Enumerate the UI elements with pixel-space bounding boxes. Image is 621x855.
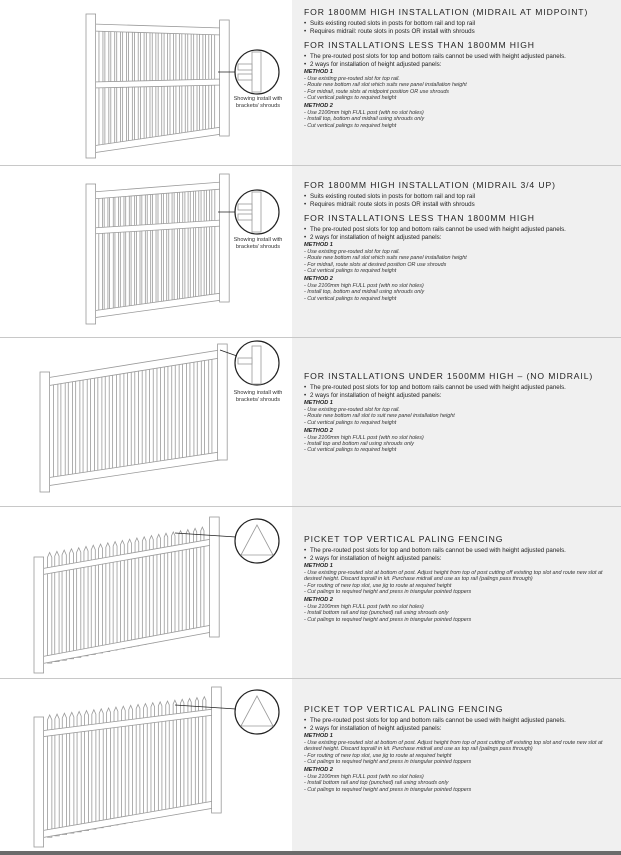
section-title: FOR 1800MM HIGH INSTALLATION (MIDRAIL 3/4 UP) <box>304 180 556 190</box>
step-item: - Install bottom rail and top (punched) rail using shrouds only <box>304 610 449 617</box>
method-1-steps <box>304 249 613 274</box>
section-title: FOR INSTALLATIONS UNDER 1500MM HIGH – (NO MIDRAIL) <box>304 371 594 381</box>
instructions-panel <box>292 166 621 337</box>
fence-illustration <box>0 0 292 165</box>
step-item: - Install bottom rail and top (punched) rail using shrouds only <box>304 780 449 787</box>
method-2-heading: METHOD 2 <box>304 767 333 774</box>
paling <box>201 357 204 459</box>
bullet-list <box>304 53 613 68</box>
paling <box>150 365 154 466</box>
paling <box>61 379 65 479</box>
bullet-item: • Suits existing routed slots in posts for bottom rail and top rail <box>304 193 613 201</box>
method-1-heading: METHOD 1 <box>304 69 333 76</box>
step-item: - Cut palings to required height and press in triangular pointed toppers <box>304 616 472 623</box>
fence-illustration <box>0 679 292 851</box>
bullet-list <box>304 193 613 208</box>
method-1-steps <box>304 740 613 765</box>
method-2-heading: METHOD 2 <box>304 597 333 604</box>
method-2-steps <box>304 283 613 302</box>
bullet-item: • 2 ways for installation of height adjusted panels: <box>304 61 613 69</box>
paling <box>83 376 87 476</box>
instructions-panel <box>292 679 621 851</box>
method-1-steps <box>304 407 613 426</box>
section-title: PICKET TOP VERTICAL PALING FENCING <box>304 534 504 544</box>
bullet-item: • 2 ways for installation of height adjusted panels: <box>304 725 613 733</box>
step-item: - Use 2100mm high FULL post (with no slot holes) <box>304 283 424 290</box>
section-no-midrail <box>0 338 621 506</box>
paling <box>68 378 72 478</box>
section-picket-top-2 <box>0 679 621 851</box>
picket-fence-drawing <box>0 679 292 851</box>
bullet-list <box>304 226 613 241</box>
step-item: - Use existing pre-routed slot for top rail. <box>304 76 400 83</box>
fence-illustration <box>0 166 292 337</box>
method-1-steps <box>304 570 613 595</box>
section-title: FOR 1800MM HIGH INSTALLATION (MIDRAIL AT MIDPOINT) <box>304 7 589 17</box>
paling <box>120 370 124 471</box>
method-2-steps <box>304 774 613 793</box>
method-2-steps <box>304 110 613 129</box>
step-item: - For routing of new top slot, use jig to route at required height <box>304 752 452 759</box>
bullet-item: • The pre-routed post slots for top and bottom rails cannot be used with height adjusted panels. <box>304 226 613 234</box>
step-item: - Cut palings to required height and press in triangular pointed toppers <box>304 786 472 793</box>
post <box>34 557 44 673</box>
page-bottom-bar <box>0 851 621 855</box>
bullet-item: • The pre-routed post slots for top and bottom rails cannot be used with height adjusted panels. <box>304 547 613 555</box>
method-1-heading: METHOD 1 <box>304 563 333 570</box>
paling <box>185 187 188 301</box>
method-2-steps <box>304 435 613 454</box>
paling <box>190 186 193 300</box>
picket-fence-drawing <box>0 507 292 678</box>
instructions-panel <box>292 0 621 165</box>
bullet-item: • The pre-routed post slots for top and bottom rails cannot be used with height adjusted panels. <box>304 384 613 392</box>
paling <box>172 361 176 462</box>
method-2-heading: METHOD 2 <box>304 103 333 110</box>
step-item: - Cut vertical palings to required height <box>304 295 397 302</box>
fence-illustration <box>0 507 292 678</box>
bullet-list <box>304 717 613 732</box>
bullet-list <box>304 20 613 35</box>
fence-no-midrail-drawing <box>0 338 292 506</box>
paling <box>126 191 130 309</box>
step-item: - Install top and bottom rail using shrouds only <box>304 440 414 447</box>
step-item: - Use 2100mm high FULL post (with no slot holes) <box>304 110 424 117</box>
paling <box>206 185 209 298</box>
paling <box>174 188 177 303</box>
method-2-heading: METHOD 2 <box>304 276 333 283</box>
step-item: - For midrail, route slots at desired position OR use shrouds <box>304 261 447 268</box>
paling <box>212 185 215 298</box>
instructions-panel <box>292 507 621 678</box>
method-1-heading: METHOD 1 <box>304 242 333 249</box>
section-midrail-three-quarter <box>0 166 621 337</box>
step-item: - Use 2100mm high FULL post (with no slot holes) <box>304 603 424 610</box>
post <box>220 20 230 136</box>
bullet-item: • The pre-routed post slots for top and bottom rails cannot be used with height adjusted panels. <box>304 717 613 725</box>
image-caption: Showing install with brackets/ shrouds <box>233 390 283 403</box>
step-item: - For routing of new top slot, use jig to route at required height <box>304 582 452 589</box>
paling <box>76 377 80 477</box>
bullet-item: • 2 ways for installation of height adjusted panels: <box>304 392 613 400</box>
paling <box>142 366 146 467</box>
bullet-item: • Requires midrail: route slots in posts OR install with shrouds <box>304 201 613 209</box>
bullet-item: • 2 ways for installation of height adjusted panels: <box>304 555 613 563</box>
paling <box>105 372 109 473</box>
step-item: - Cut palings to required height and press in triangular pointed toppers <box>304 588 472 595</box>
paling <box>115 192 119 310</box>
paling <box>209 356 212 458</box>
paling <box>179 360 182 462</box>
paling <box>120 192 124 310</box>
step-item: - Use 2100mm high FULL post (with no slot holes) <box>304 434 424 441</box>
step-item: - Use existing pre-routed slot at bottom of post. Adjust height from top of post cutting off existing top slot and route new slot at desired height. Discard topraill in kit. Purchase midrail and use as top rail (palings pass through) <box>304 569 603 583</box>
step-item: - Cut vertical palings to required height <box>304 95 397 102</box>
step-item: - Cut vertical palings to required height <box>304 419 397 426</box>
step-item: - Cut palings to required height and press in triangular pointed toppers <box>304 758 472 765</box>
image-caption: Showing install with brackets/ shrouds <box>233 96 283 109</box>
paling <box>187 359 190 461</box>
paling <box>90 375 94 476</box>
paling <box>147 190 150 306</box>
paling <box>53 380 57 480</box>
step-item: - Use existing pre-routed slot for top rail. <box>304 406 400 413</box>
method-1-heading: METHOD 1 <box>304 400 333 407</box>
post <box>34 717 44 847</box>
paling <box>136 190 140 307</box>
method-2-steps <box>304 604 613 623</box>
paling <box>164 363 168 464</box>
post <box>86 184 96 324</box>
paling <box>131 191 135 308</box>
paling <box>113 371 117 472</box>
step-item: - Install top, bottom and midrail using shrouds only <box>304 289 425 296</box>
section-subtitle: FOR INSTALLATIONS LESS THAN 1800MM HIGH <box>304 40 535 51</box>
step-item: - Route new bottom rail slot which suits new panel installation height <box>304 255 467 262</box>
bullet-item: • 2 ways for installation of height adjusted panels: <box>304 234 613 242</box>
paling <box>110 193 114 312</box>
section-subtitle: FOR INSTALLATIONS LESS THAN 1800MM HIGH <box>304 213 535 224</box>
bullet-list <box>304 547 613 562</box>
paling <box>142 190 145 307</box>
fence-illustration <box>0 338 292 506</box>
paling <box>135 367 139 468</box>
paling <box>196 186 199 300</box>
fence-midrail-midpoint-drawing <box>0 0 292 165</box>
step-item: - Route new bottom rail slot to suit new panel installation height <box>304 413 455 420</box>
paling <box>153 189 156 305</box>
section-midrail-midpoint <box>0 0 621 165</box>
paling <box>180 187 183 302</box>
step-item: - Use existing pre-routed slot for top rail. <box>304 249 400 256</box>
fence-midrail-three-quarter-drawing <box>0 166 292 337</box>
step-item: - Cut vertical palings to required height <box>304 122 397 129</box>
paling <box>158 189 161 305</box>
image-caption: Showing install with brackets/ shrouds <box>233 237 283 250</box>
step-item: - Use existing pre-routed slot at bottom of post. Adjust height from top of post cutting off existing top slot and route new slot at desired height. Discard topraill in kit. Purchase midrail and use as top rail (palings pass through) <box>304 739 603 753</box>
paling <box>157 364 161 465</box>
instructions-panel <box>292 338 621 506</box>
paling <box>194 358 197 460</box>
step-item: - Use 2100mm high FULL post (with no slot holes) <box>304 773 424 780</box>
paling <box>127 369 131 470</box>
step-item: - Route new bottom rail slot which suits new panel installation height <box>304 82 467 89</box>
method-1-steps <box>304 76 613 101</box>
paling <box>98 373 102 474</box>
step-item: - Install top, bottom and midrail using shrouds only <box>304 116 425 123</box>
section-picket-top-1 <box>0 507 621 678</box>
bullet-item: • Requires midrail: route slots in posts OR install with shrouds <box>304 28 613 36</box>
paling <box>201 185 204 298</box>
step-item: - Cut vertical palings to required height <box>304 447 397 454</box>
paling <box>99 193 103 312</box>
method-2-heading: METHOD 2 <box>304 427 333 434</box>
bullet-list <box>304 384 613 399</box>
step-item: - Cut vertical palings to required height <box>304 268 397 275</box>
paling <box>163 188 166 304</box>
post <box>212 687 222 813</box>
section-title: PICKET TOP VERTICAL PALING FENCING <box>304 704 504 714</box>
paling <box>104 193 108 312</box>
paling <box>169 188 172 303</box>
post <box>218 344 228 460</box>
post <box>40 372 50 492</box>
post <box>86 14 96 158</box>
bullet-item: • The pre-routed post slots for top and bottom rails cannot be used with height adjusted panels. <box>304 53 613 61</box>
post <box>220 174 230 302</box>
bullet-item: • Suits existing routed slots in posts for bottom rail and top rail <box>304 20 613 28</box>
step-item: - For midrail, route slots at midpoint position OR use shrouds <box>304 88 450 95</box>
method-1-heading: METHOD 1 <box>304 733 333 740</box>
